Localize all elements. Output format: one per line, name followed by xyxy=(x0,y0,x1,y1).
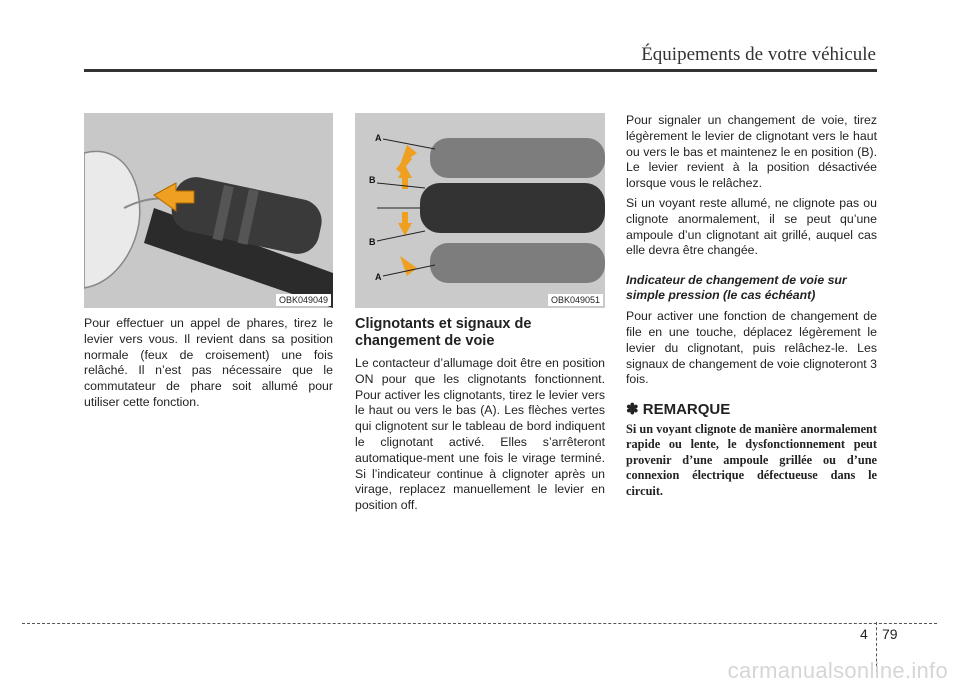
remark-body: Si un voyant clignote de manière anormalement rapide ou lente, le dysfonctionnement peut provenir d’une ampoule grillée ou d’une connexion électrique défectueuse dans le circuit. xyxy=(626,421,877,498)
column-1 xyxy=(84,316,333,411)
label-b-bottom: B xyxy=(369,237,376,247)
turn-signals-paragraph: Le contacteur d’allumage doit être en position ON pour que les clignotants fonctionnent. Pour activer les clignotants, tirez le levier vers le haut ou vers le bas (A). Les flèches vertes qui clignotent sur le tableau de bord indiquent le clignotant activé. Elles s’arrêteront automatique-ment une fois le virage terminé. Si l’indicateur continue à clignoter après un virage, replacez manuellement le levier en position off. xyxy=(355,356,605,513)
footer-divider xyxy=(22,623,937,624)
remark-title: ✽ REMARQUE xyxy=(626,401,731,419)
lever-illustration xyxy=(84,113,333,308)
chapter-number: 4 xyxy=(860,626,868,642)
figure-headlight-flash xyxy=(84,113,333,308)
page-number-value: 79 xyxy=(882,626,898,642)
lever-positions-illustration xyxy=(355,113,605,308)
headlight-flash-paragraph: Pour effectuer un appel de phares, tirez le levier vers vous. Il revient dans sa position normale (feux de croisement) une fois relâché. Il n’est pas nécessaire que le commutateur de phare soit allumé pour utiliser cette fonction. xyxy=(84,316,333,409)
subheading-one-touch: Indicateur de changement de voie sur simple pression (le cas échéant) xyxy=(626,273,847,303)
column-3 xyxy=(626,113,877,499)
watermark: carmanualsonline.info xyxy=(727,658,948,683)
figure-turn-signal-positions xyxy=(355,113,605,308)
label-b-top: B xyxy=(369,175,376,185)
figure-caption: OBK049049 xyxy=(276,294,331,306)
page-header-title: Équipements de votre véhicule xyxy=(641,44,876,65)
page-number xyxy=(0,626,960,646)
label-a-top: A xyxy=(375,133,382,143)
label-a-bottom: A xyxy=(375,272,382,282)
lane-change-paragraph: Pour signaler un changement de voie, tirez légèrement le levier de clignotant vers le haut ou vers le bas et maintenez le en position (B). Le levier revient à la position désactivée lorsque vous le relâchez. xyxy=(626,113,877,191)
header-divider xyxy=(84,69,877,72)
figure-caption: OBK049051 xyxy=(548,294,603,306)
section-heading-turn-signals: Clignotants et signaux de changement de voie xyxy=(355,316,532,349)
indicator-fault-paragraph: Si un voyant reste allumé, ne clignote pas ou clignote anormalement, il se peut qu’une ampoule d’un clignotant ait grillé, auquel cas elle devra être changée. xyxy=(626,195,877,258)
column-2 xyxy=(355,316,605,514)
one-touch-paragraph: Pour activer une fonction de changement de file en une touche, déplacez légèrement le levier du clignotant, puis relâchez-le. Les signaux de changement de voie clignoteront 3 fois. xyxy=(626,309,877,387)
